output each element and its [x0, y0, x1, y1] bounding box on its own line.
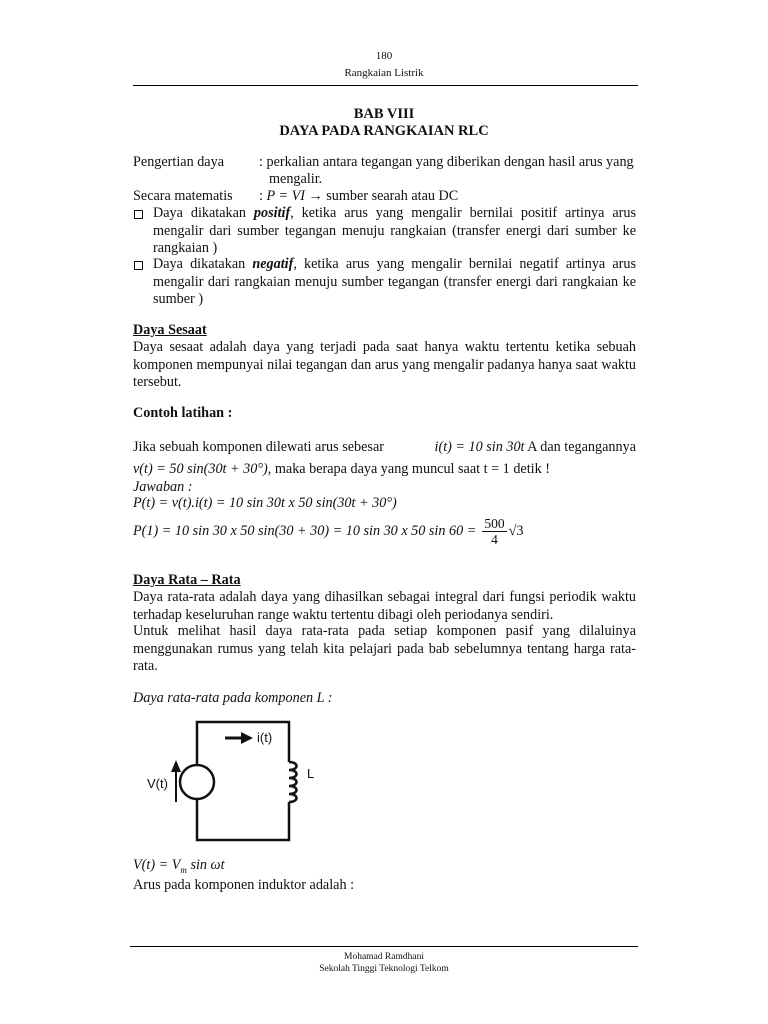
chapter-label: BAB VIII — [353, 106, 415, 122]
square-root: √3 — [508, 522, 524, 539]
positive-term: positif — [253, 205, 291, 221]
example-line1: Jika sebuah komponen dilewati arus sebesar i(t) = 10 sin 30t A dan tegangannya — [133, 439, 636, 455]
bullet-negative: Daya dikatakan negatif, ketika arus yang mengalir bernilai negatif artinya arus mengalir dari rangkaian menuju sumber tegangan (transfer energi dari rangkaian ke sumber ) — [153, 256, 636, 307]
bullet-positive: Daya dikatakan positif, ketika arus yang mengalir bernilai positif artinya arus mengalir dari sumber tegangan menuju rangkaian (transfer energi dari sumber ke rangkaian ) — [153, 205, 636, 256]
inductor-coil-icon — [289, 762, 297, 802]
chapter-title: DAYA PADA RANGKAIAN RLC — [279, 123, 489, 139]
power-definition-line2: mengalir. — [269, 171, 323, 187]
power-definition-line1: : perkalian antara tegangan yang diberikan dengan hasil arus yang — [259, 154, 634, 170]
answer-label: Jawaban : — [133, 479, 193, 495]
rl-circuit-diagram — [133, 712, 343, 852]
fraction: $\frac{500}{4}$ — [484, 516, 505, 547]
running-title: Rangkaian Listrik — [344, 67, 424, 79]
math-term: Secara matematis — [133, 188, 233, 204]
instant-power-heading: Daya Sesaat — [133, 322, 207, 338]
math-definition — [259, 188, 458, 206]
circuit-wire-bottom — [197, 800, 289, 840]
checkbox-bullet-icon — [134, 261, 143, 270]
power-equation-1: P(t) = v(t).i(t) = 10 sin 30t x 50 sin(30t + 30°) — [133, 495, 397, 511]
voltage-source-circle — [180, 765, 214, 799]
inductor-heading: Daya rata-rata pada komponen L : — [133, 690, 333, 706]
power-formula: P = VI — [266, 188, 305, 204]
source-voltage-formula: $V(t) = V_m$ sin ωt — [133, 857, 225, 875]
footer-institution: Sekolah Tinggi Teknologi Telkom — [319, 964, 449, 974]
average-power-para1: Daya rata-rata adalah daya yang dihasilkan sebagai integral dari fungsi periodik waktu terhadap keseluruhan range waktu tertentu dibagi oleh periodanya sendiri. — [133, 589, 636, 623]
math-note: sumber searah atau DC — [326, 188, 459, 204]
page-number: 180 — [375, 50, 393, 62]
math-colon: : — [259, 188, 263, 204]
example-heading: Contoh latihan : — [133, 405, 233, 421]
header-rule — [133, 85, 638, 86]
footer-rule — [130, 946, 638, 947]
average-power-heading: Daya Rata – Rata — [133, 572, 241, 588]
example-line2: v(t) = 50 sin(30t + 30°), maka berapa daya yang muncul saat t = 1 detik ! — [133, 461, 550, 477]
current-arrow-icon — [225, 732, 253, 744]
inductor-current-text: Arus pada komponen induktor adalah : — [133, 877, 355, 893]
voltage-formula: v(t) = 50 sin(30t + 30°) — [133, 461, 268, 477]
power-equation-2: P(1) = 10 sin 30 x 50 sin(30 + 30) = 10 sin 30 x 50 sin 60 = $\frac{500}{4}$ √3 — [133, 516, 524, 547]
average-power-para2: Untuk melihat hasil daya rata-rata pada setiap komponen pasif yang dilaluinya menggunakan rumus yang telah kita pelajari pada bab sebelumnya tentang harga rata-rata. — [133, 623, 636, 674]
arrow-icon: → — [308, 188, 323, 204]
power-term: Pengertian daya — [133, 154, 224, 170]
instant-power-body: Daya sesaat adalah daya yang terjadi pada saat hanya waktu tertentu ketika sebuah komponen mempunyai nilai tegangan dan arus yang mengalir padanya hanya saat waktu tersebut. — [133, 339, 636, 390]
current-formula: i(t) = 10 sin 30t — [434, 439, 525, 455]
checkbox-bullet-icon — [134, 210, 143, 219]
negative-term: negatif — [252, 256, 294, 272]
footer-author: Mohamad Ramdhani — [344, 952, 424, 962]
current-label: i(t) — [257, 730, 273, 745]
inductor-label: L — [307, 766, 315, 781]
source-label: V(t) — [147, 776, 168, 791]
